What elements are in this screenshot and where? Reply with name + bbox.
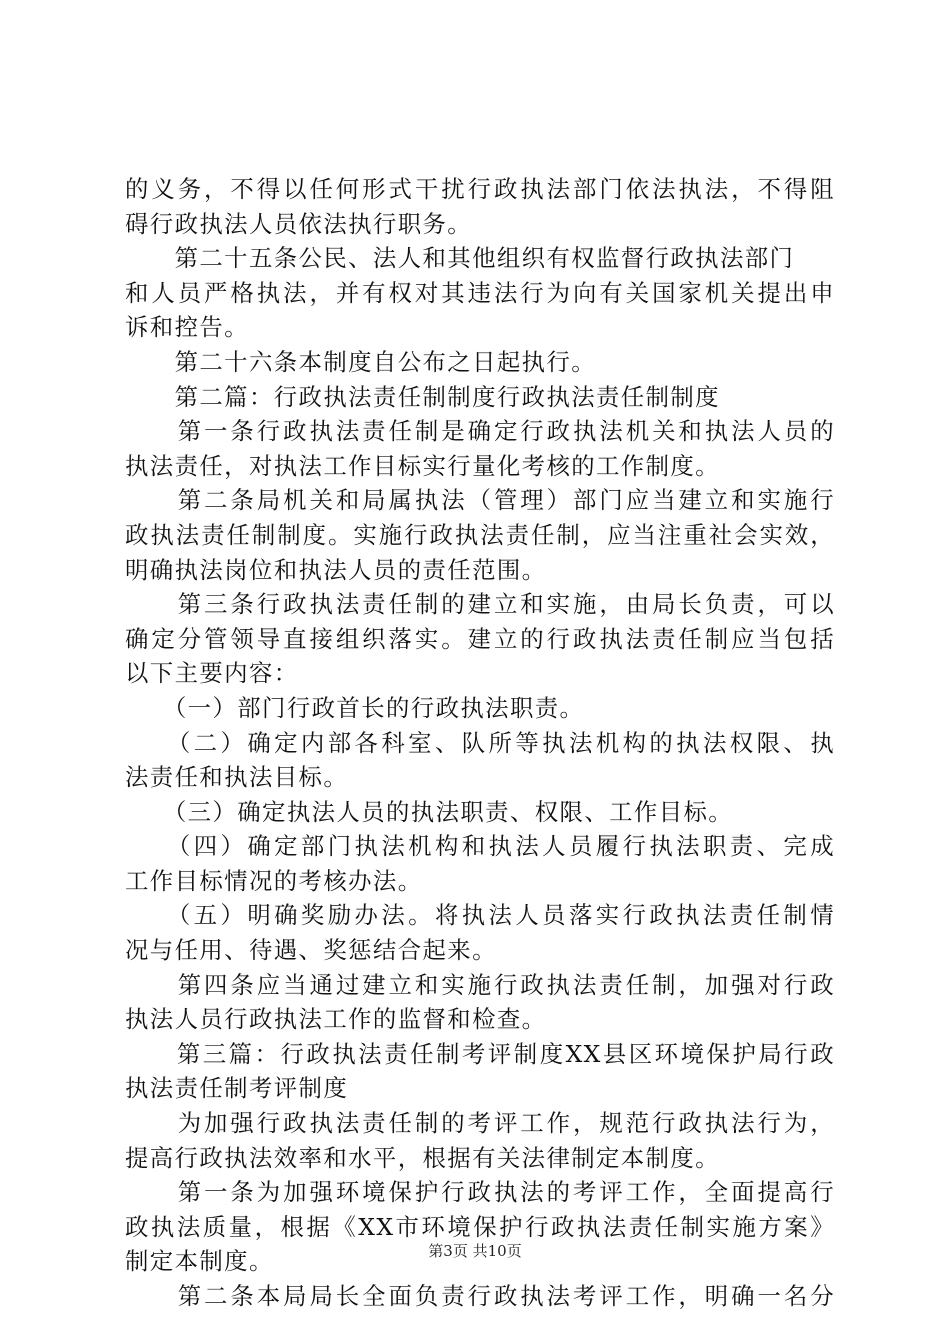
text-line: 的义务，不得以任何形式干扰行政执法部门依法执法，不得阻 [125, 175, 835, 203]
text-line: （二）确定内部各科室、队所等执法机构的执法权限、执 [125, 728, 835, 757]
text-line: 第三篇：行政执法责任制考评制度XX县区环境保护局行政 [125, 1039, 835, 1068]
page-footer: 第3页 共10页 [428, 1242, 522, 1260]
text-line: 以下主要内容： [125, 659, 299, 688]
text-line: （三）确定执法人员的执法职责、权限、工作目标。 [125, 797, 734, 826]
text-line: 况与任用、待遇、奖惩结合起来。 [125, 936, 497, 965]
text-line: 碍行政执法人员依法执行职务。 [125, 209, 473, 238]
text-line: 工作目标情况的考核办法。 [125, 866, 423, 895]
text-line: 政执法质量，根据《XX市环境保护行政执法责任制实施方案》 [125, 1212, 835, 1241]
text-line: （一）部门行政首长的行政执法职责。 [125, 693, 585, 722]
text-line: 提高行政执法效率和水平，根据有关法律制定本制度。 [125, 1143, 720, 1172]
text-line: （四）确定部门执法机构和执法人员履行执法职责、完成 [125, 832, 835, 861]
text-line: 政执法责任制制度。实施行政执法责任制，应当注重社会实效， [125, 520, 835, 549]
text-line: 确定分管领导直接组织落实。建立的行政执法责任制应当包括 [125, 624, 835, 653]
document-body [125, 172, 835, 1314]
text-line: 第二十六条本制度自公布之日起执行。 [125, 347, 597, 376]
text-line: 制定本制度。 [125, 1247, 274, 1276]
text-line: 明确执法岗位和执法人员的责任范围。 [125, 555, 547, 584]
text-line: 第一条为加强环境保护行政执法的考评工作，全面提高行 [125, 1178, 835, 1207]
text-line: 第二篇：行政执法责任制制度行政执法责任制制度 [125, 382, 720, 411]
text-line: 第四条应当通过建立和实施行政执法责任制，加强对行政 [125, 970, 835, 999]
text-line: 第二条局机关和局属执法（管理）部门应当建立和实施行 [125, 486, 835, 515]
text-line: 第一条行政执法责任制是确定行政执法机关和执法人员的 [125, 417, 835, 446]
text-line: 第二十五条公民、法人和其他组织有权监督行政执法部门 [125, 244, 795, 273]
text-line: 诉和控告。 [125, 313, 249, 342]
text-line: （五）明确奖励办法。将执法人员落实行政执法责任制情 [125, 901, 835, 930]
text-line: 法责任和执法目标。 [125, 763, 349, 792]
text-line: 和人员严格执法，并有权对其违法行为向有关国家机关提出申 [125, 278, 835, 307]
text-line: 执法人员行政执法工作的监督和检查。 [125, 1005, 547, 1034]
text-line: 执法责任，对执法工作目标实行量化考核的工作制度。 [125, 451, 720, 480]
text-line: 为加强行政执法责任制的考评工作，规范行政执法行为， [125, 1109, 835, 1138]
text-line: 第三条行政执法责任制的建立和实施，由局长负责，可以 [125, 590, 835, 619]
text-line: 执法责任制考评制度 [125, 1074, 349, 1103]
text-line: 第二条本局局长全面负责行政执法考评工作，明确一名分 [125, 1282, 835, 1310]
